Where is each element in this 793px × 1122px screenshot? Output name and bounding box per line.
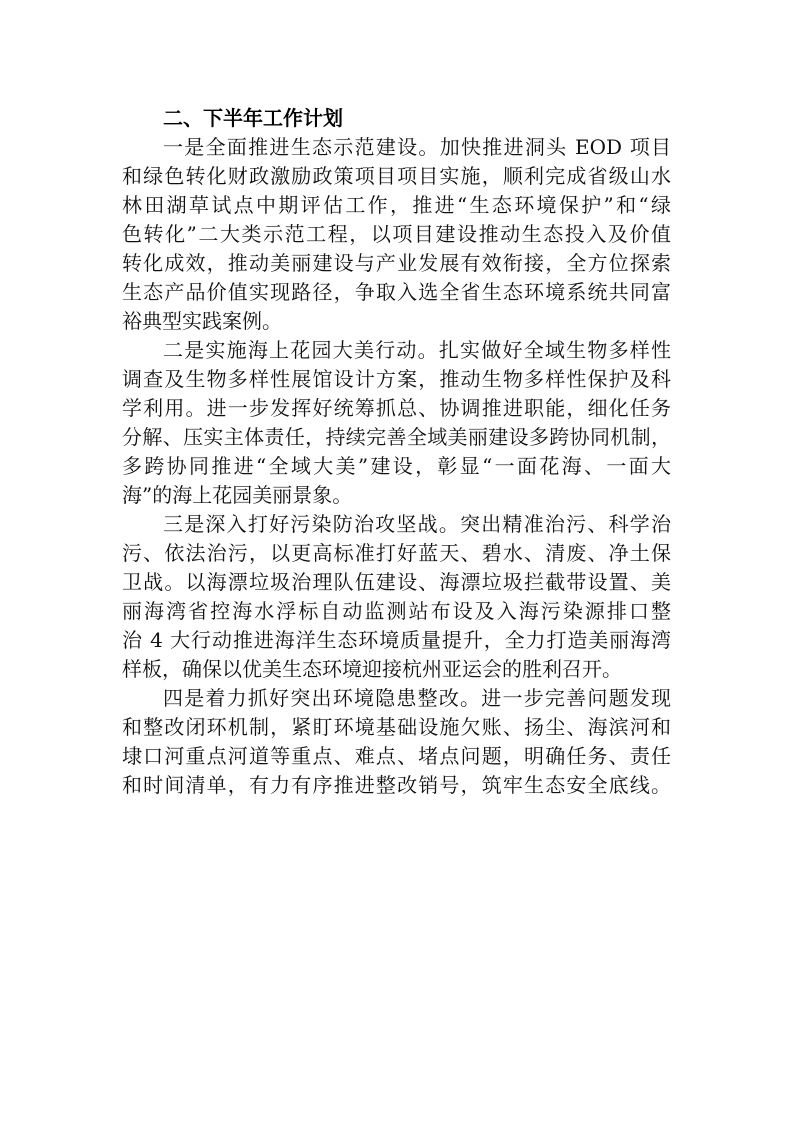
text-line: 三是深入打好污染防治攻坚战。突出精准治污、科学治	[163, 512, 671, 536]
section-heading: 二、下半年工作计划	[163, 106, 343, 130]
text-line: 裕典型实践案例。	[122, 309, 282, 333]
text-line: 埭口河重点河道等重点、难点、堵点问题，明确任务、责任	[122, 744, 671, 768]
text-line: 林田湖草试点中期评估工作，推进“生态环境保护”和“绿	[122, 193, 671, 217]
text-line: 和时间清单，有力有序推进整改销号，筑牢生态安全底线。	[122, 773, 671, 797]
document-body	[122, 104, 671, 800]
paragraph-3	[122, 510, 671, 684]
text-line: 分解、压实主体责任，持续完善全域美丽建设多跨协同机制，	[122, 425, 671, 449]
text-line: 多跨协同推进“全域大美”建设，彰显“一面花海、一面大	[122, 454, 671, 478]
text-line: 治 4 大行动推进海洋生态环境质量提升，全力打造美丽海湾	[122, 628, 671, 652]
text-line: 和整改闭环机制，紧盯环境基础设施欠账、扬尘、海滨河和	[122, 715, 671, 739]
text-line: 丽海湾省控海水浮标自动监测站布设及入海污染源排口整	[122, 599, 671, 623]
paragraph-1	[122, 133, 671, 336]
text-line: 生态产品价值实现路径，争取入选全省生态环境系统共同富	[122, 280, 671, 304]
text-line: 调查及生物多样性展馆设计方案，推动生物多样性保护及科	[122, 367, 671, 391]
paragraph-2	[122, 336, 671, 510]
paragraph-4	[122, 684, 671, 800]
text-line: 转化成效，推动美丽建设与产业发展有效衔接，全方位探索	[122, 251, 671, 275]
text-line: 一是全面推进生态示范建设。加快推进洞头 EOD 项目	[163, 135, 671, 159]
text-line: 学利用。进一步发挥好统筹抓总、协调推进职能，细化任务	[122, 396, 671, 420]
text-line: 二是实施海上花园大美行动。扎实做好全域生物多样性	[163, 338, 671, 362]
text-line: 卫战。以海漂垃圾治理队伍建设、海漂垃圾拦截带设置、美	[122, 570, 671, 594]
text-line: 污、依法治污，以更高标准打好蓝天、碧水、清废、净土保	[122, 541, 671, 565]
text-line: 海”的海上花园美丽景象。	[122, 483, 353, 507]
text-line: 样板，确保以优美生态环境迎接杭州亚运会的胜利召开。	[122, 657, 622, 681]
text-line: 和绿色转化财政激励政策项目项目实施，顺利完成省级山水	[122, 164, 671, 188]
text-line: 四是着力抓好突出环境隐患整改。进一步完善问题发现	[163, 686, 671, 710]
text-line: 色转化”二大类示范工程，以项目建设推动生态投入及价值	[122, 222, 671, 246]
